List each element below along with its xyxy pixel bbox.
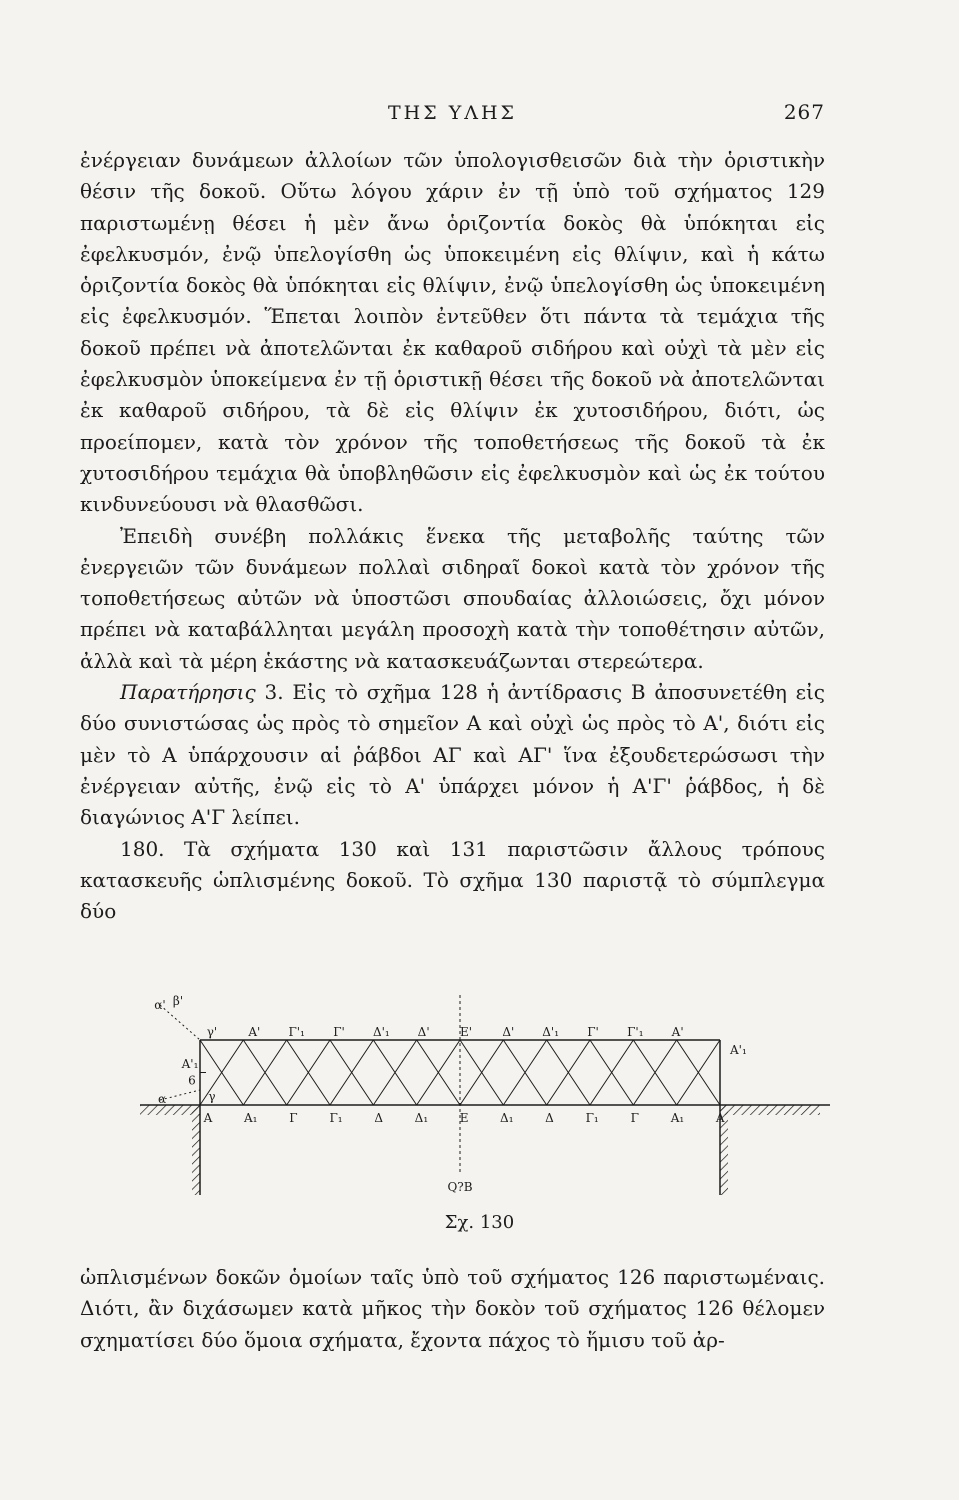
paragraph-2: Ἐπειδὴ συνέβη πολλάκις ἕνεκα τῆς μεταβολῆς ταύτης τῶν ἐνεργειῶν τῶν δυνάμεων πολλαὶ σιδηραῖ δοκοὶ κατὰ τὸν χρόνον τῆς τοποθετήσεως αὐτῶν νὰ ὑποστῶσι σπουδαίας ἀλλοιώσεις, ὄχι μόνον πρέπει νὰ καταβάλληται μεγάλη προσοχὴ κατὰ τὴν τοποθέτησιν αὐτῶν, ἀλλὰ καὶ τὰ μέρη ἑκάστης νὰ κατασκευάζωνται στερεώτερα. xyxy=(80,523,825,673)
label-bottom: Α₁ xyxy=(243,1111,258,1125)
label-left: Α'₁ xyxy=(181,1057,199,1071)
label-load: Q?B xyxy=(447,1180,473,1194)
truss-figure xyxy=(140,995,830,1195)
running-head: ΤΗΣ ΥΛΗΣ xyxy=(388,102,517,124)
label-top: Γ'₁ xyxy=(627,1025,644,1039)
section-paragraph xyxy=(80,834,825,928)
label-bottom: Γ₁ xyxy=(329,1111,343,1125)
tail-paragraph: ὡπλισμένων δοκῶν ὁμοίων ταῖς ὑπὸ τοῦ σχήματος 126 παριστωμέναις. Διότι, ἂν διχάσωμεν κατὰ μῆκος τὴν δοκὸν τοῦ σχήματος 126 θέλομεν σχηματίσει δύο ὅμοια σχήματα, ἔχοντα πάχος τὸ ἥμισυ τοῦ ἀρ- xyxy=(80,1265,825,1352)
page-number: 267 xyxy=(783,100,825,124)
construction-line xyxy=(160,1005,200,1040)
label-top: Ε' xyxy=(459,1025,473,1039)
label-bottom: Δ₁ xyxy=(414,1111,429,1125)
label-top: Δ' xyxy=(417,1025,430,1039)
continuation-text xyxy=(80,1262,825,1356)
label-top: β' xyxy=(172,995,184,1008)
label-bottom: Α xyxy=(203,1111,213,1125)
label-bottom: Α xyxy=(715,1111,725,1125)
label-top: Δ'₁ xyxy=(372,1025,390,1039)
label-bottom: Δ xyxy=(374,1111,384,1125)
label-top: Δ' xyxy=(502,1025,515,1039)
label-bottom: Ε xyxy=(459,1111,469,1125)
label-top: Α' xyxy=(248,1025,261,1039)
label-top: γ' xyxy=(206,1025,218,1039)
main-text xyxy=(80,145,825,927)
label-bottom: Δ₁ xyxy=(500,1111,514,1125)
remark-label: Παρατήρησις xyxy=(120,680,256,705)
left-support-wall xyxy=(192,1105,200,1195)
right-support-hatch xyxy=(720,1105,820,1115)
label-top: Δ'₁ xyxy=(542,1025,560,1039)
label-left: α xyxy=(157,1092,167,1106)
paragraph-1: ἐνέργειαν δυνάμεων ἀλλοίων τῶν ὑπολογισθεισῶν διὰ τὴν ὁριστικὴν θέσιν τῆς δοκοῦ. Οὕτω λόγου χάριν ἐν τῇ ὑπὸ τοῦ σχήματος 129 παριστωμένῃ θέσει ἡ μὲν ἄνω ὁριζοντία δοκὸς θὰ ὑπόκηται εἰς ἐφελκυσμόν, ἐνῷ ὑπελογίσθη ὡς ὑποκειμένη εἰς θλίψιν, καὶ ἡ κάτω ὁριζοντία δοκὸς θὰ ὑπόκηται εἰς θλίψιν, ἐνῷ ὑπελογίσθη ὡς ὑποκειμένη εἰς ἐφελκυσμόν. Ἕπεται λοιπὸν ἐντεῦθεν ὅτι πάντα τὰ τεμάχια τῆς δοκοῦ πρέπει νὰ ἀποτελῶνται ἐκ καθαροῦ σιδήρου καὶ οὐχὶ τὰ μὲν εἰς ἐφελκυσμὸν ὑποκείμενα ἐν τῇ ὁριστικῇ θέσει τῆς δοκοῦ νὰ ἀποτελῶνται ἐκ καθαροῦ σιδήρου, τὰ δὲ εἰς θλίψιν ἐκ χυτοσιδήρου, διότι, ὡς προείπομεν, κατὰ τὸν χρόνον τῆς τοποθετήσεως τῆς δοκοῦ τὰ ἐκ χυτοσιδήρου τεμάχια θὰ ὑποβληθῶσιν εἰς ἐφελκυσμὸν καὶ ὡς ἐκ τούτου κινδυνεύουσι νὰ θλασθῶσι. xyxy=(80,148,825,517)
label-bottom: Δ xyxy=(545,1111,554,1125)
label-bottom: Γ₁ xyxy=(585,1111,599,1125)
section-number: 180. xyxy=(120,836,165,861)
label-left: 6 xyxy=(188,1073,196,1088)
label-bottom: Α₁ xyxy=(670,1111,685,1125)
label-top-end: Α'₁ xyxy=(730,1043,747,1057)
label-top: Γ' xyxy=(333,1025,345,1039)
section-text: Τὰ σχήματα 130 καὶ 131 παριστῶσιν ἄλλους τρόπους κατασκευῆς ὡπλισμένης δοκοῦ. Τὸ σχῆμα 130 παριστᾷ τὸ σύμπλεγμα δύο xyxy=(80,836,825,924)
truss-labels xyxy=(154,995,746,1194)
label-top: Γ' xyxy=(587,1025,599,1039)
remark-paragraph xyxy=(80,677,825,833)
label-top: Γ'₁ xyxy=(288,1025,305,1039)
truss-lines xyxy=(140,995,830,1195)
figure-caption: Σχ. 130 xyxy=(444,1212,515,1233)
label-bottom: Γ xyxy=(289,1111,298,1125)
label-top: α' xyxy=(154,998,166,1012)
left-support-hatch xyxy=(140,1105,200,1115)
label-top: Α' xyxy=(671,1025,684,1039)
truss-diagram xyxy=(140,995,830,1195)
label-bottom: Γ xyxy=(630,1111,639,1125)
remark-number: 3. xyxy=(264,680,284,705)
label-left: γ xyxy=(208,1089,216,1104)
remark-text: Εἰς τὸ σχῆμα 128 ἡ ἀντίδρασις Β ἀποσυνετέθη εἰς δύο συνιστώσας ὡς πρὸς τὸ σημεῖον Α καὶ οὐχὶ ὡς πρὸς τὸ Α', διότι εἰς μὲν τὸ Α ὑπάρχουσιν αἱ ῥάβδοι ΑΓ καὶ ΑΓ' ἵνα ἐξουδετερώσωσι τὴν ἐνέργειαν αὐτῆς, ἐνῷ εἰς τὸ Α' ὑπάρχει μόνον ἡ Α'Γ' ῥάβδος, ἡ δὲ διαγώνιος Α'Γ λείπει. xyxy=(80,680,826,830)
page-header xyxy=(80,100,825,136)
